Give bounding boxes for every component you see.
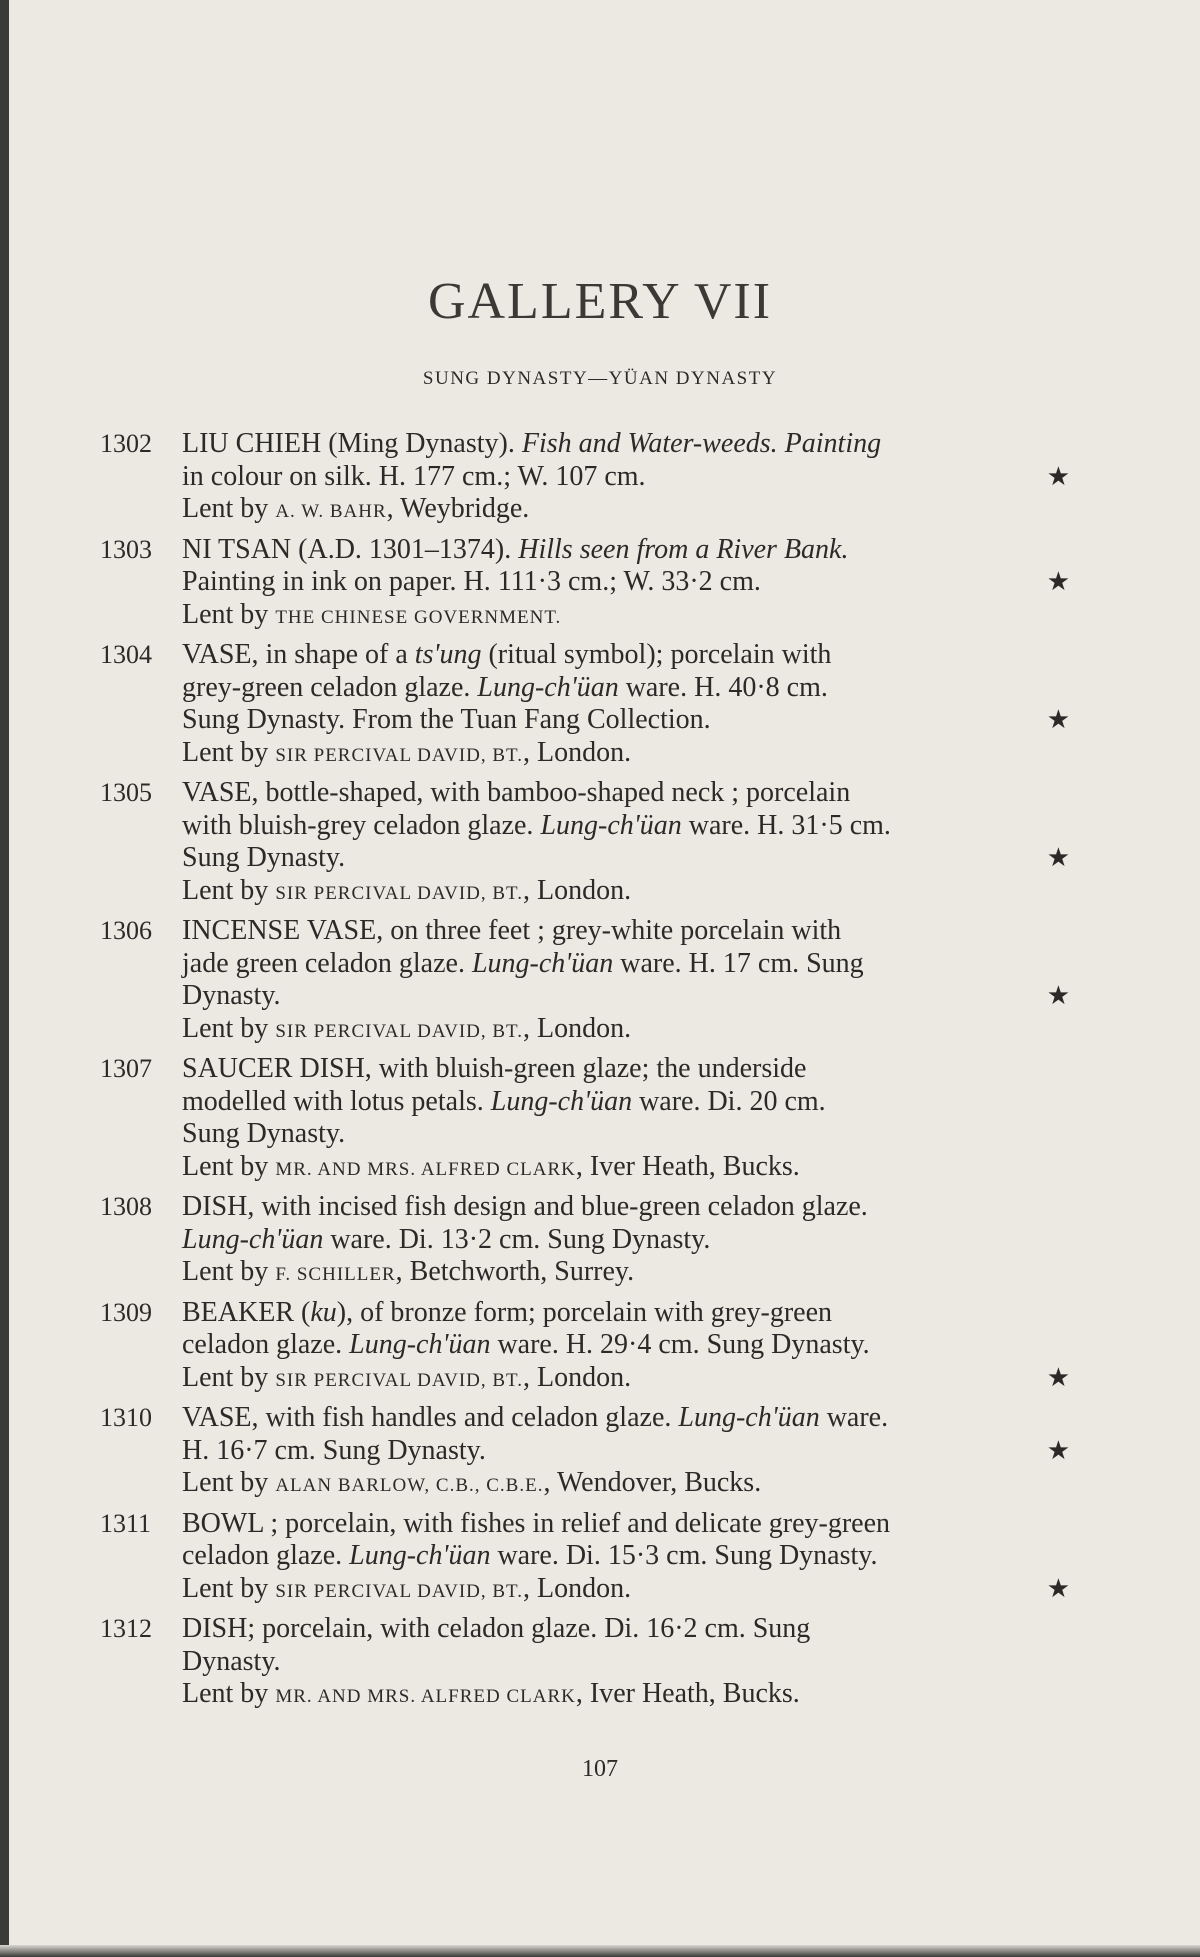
entry-line xyxy=(182,461,1072,494)
entry-line xyxy=(182,1402,1072,1435)
star-icon: ★ xyxy=(1046,705,1070,734)
lent-by-label: Lent by xyxy=(182,1572,269,1604)
entry-text: celadon glaze. xyxy=(182,1329,343,1360)
entry-line xyxy=(182,1540,1072,1573)
lent-by-label: Lent by xyxy=(182,1150,269,1182)
page-subtitle: SUNG DYNASTY—YÜAN DYNASTY xyxy=(422,368,778,389)
lender-location: , London. xyxy=(523,874,632,906)
entry-text: NI TSAN (A.D. 1301–1374). xyxy=(182,533,512,565)
entry-text: ware. xyxy=(826,1402,889,1433)
page-bottom-edge xyxy=(0,1945,1200,1957)
lender-name: F. SCHILLER xyxy=(275,1264,396,1285)
entry-text: Painting in ink on paper. H. 111·3 cm.; W. 33·2 cm. xyxy=(182,566,761,597)
lent-by-label: Lent by xyxy=(182,1467,269,1498)
star-icon: ★ xyxy=(1046,843,1070,872)
entry-line xyxy=(182,1224,1072,1257)
entry-text: Dynasty. xyxy=(182,1645,281,1677)
entry-text: grey-green celadon glaze. xyxy=(182,671,471,703)
lender-location: , Iver Heath, Bucks. xyxy=(575,1678,800,1709)
entry-line xyxy=(182,980,1072,1013)
entry-line xyxy=(182,1329,1072,1362)
entry-body xyxy=(182,428,1072,529)
page-title: GALLERY VII xyxy=(427,273,773,330)
entry-text: INCENSE VASE, on three feet ; grey-white porcelain with xyxy=(182,915,842,946)
catalogue-entry xyxy=(100,1613,1072,1714)
lender-location: , London. xyxy=(523,736,632,768)
entry-line xyxy=(182,842,1072,875)
entry-line xyxy=(182,428,1072,461)
entry-italic-text: Lung-ch'üan xyxy=(182,1223,324,1255)
entry-text: with bluish-grey celadon glaze. xyxy=(182,809,534,841)
entry-text: VASE, with fish handles and celadon glaze. xyxy=(182,1402,672,1433)
entry-number: 1303 xyxy=(100,534,152,564)
entry-lender-line xyxy=(182,1013,1072,1049)
entry-italic-text: Fish and Water-weeds. Painting xyxy=(521,428,882,459)
entry-number: 1304 xyxy=(100,640,152,669)
lender-name: SIR PERCIVAL DAVID, BT. xyxy=(275,1369,524,1391)
entry-body xyxy=(182,1402,1072,1503)
entry-text: ware. H. 31·5 cm. xyxy=(688,809,891,841)
entry-italic-text: Lung-ch'üan xyxy=(349,1540,491,1571)
entry-body xyxy=(182,1508,1072,1609)
entry-line xyxy=(182,948,1072,981)
catalogue-entry xyxy=(100,777,1072,910)
star-icon: ★ xyxy=(1046,1362,1070,1392)
catalogue-entry xyxy=(100,915,1072,1048)
entry-italic-text: Lung-ch'üan xyxy=(540,809,682,841)
entry-italic-text: Hills seen from a River Bank. xyxy=(518,533,849,565)
entry-line xyxy=(182,1646,1072,1679)
entry-text: ware. H. 17 cm. Sung xyxy=(620,947,864,979)
lender-name: SIR PERCIVAL DAVID, BT. xyxy=(275,1020,524,1042)
entry-number: 1312 xyxy=(100,1614,152,1643)
catalogue-entry xyxy=(100,1191,1072,1292)
lent-by-label: Lent by xyxy=(182,1361,269,1393)
catalogue-entry xyxy=(100,1402,1072,1503)
entry-text: jade green celadon glaze. xyxy=(182,947,465,979)
entry-number: 1311 xyxy=(100,1508,152,1538)
entry-body xyxy=(182,639,1072,772)
entry-text: Sung Dynasty. xyxy=(182,842,346,873)
entry-line xyxy=(182,1435,1072,1468)
entry-line xyxy=(182,1191,1072,1224)
entry-line xyxy=(182,1053,1072,1086)
page-number: 107 xyxy=(582,1756,618,1782)
entry-line xyxy=(182,810,1072,843)
entry-number: 1310 xyxy=(100,1403,152,1432)
entry-text: (ritual symbol); porcelain with xyxy=(488,639,832,670)
lender-location: , London. xyxy=(523,1012,632,1044)
lender-name: SIR PERCIVAL DAVID, BT. xyxy=(275,744,524,766)
entry-text: ware. Di. 20 cm. xyxy=(639,1085,826,1117)
star-icon: ★ xyxy=(1046,567,1070,596)
lent-by-label: Lent by xyxy=(182,493,269,524)
entry-italic-text: ts'ung xyxy=(414,639,482,670)
entry-body xyxy=(182,1613,1072,1714)
catalogue-entry xyxy=(100,428,1072,529)
entry-lender-line xyxy=(182,1362,1072,1398)
entry-lender-line xyxy=(182,875,1072,911)
entry-body xyxy=(182,1297,1072,1398)
entry-body xyxy=(182,915,1072,1048)
entry-text: ware. H. 29·4 cm. Sung Dynasty. xyxy=(497,1329,870,1360)
lent-by-label: Lent by xyxy=(182,1678,269,1709)
entry-text: SAUCER DISH, with bluish-green glaze; the underside xyxy=(182,1053,807,1084)
entry-text: H. 16·7 cm. Sung Dynasty. xyxy=(182,1434,486,1466)
entry-text: ware. Di. 15·3 cm. Sung Dynasty. xyxy=(497,1540,878,1571)
catalogue-entry xyxy=(100,1053,1072,1186)
entry-number: 1307 xyxy=(100,1054,152,1083)
entry-line xyxy=(182,777,1072,810)
entry-lender-line xyxy=(182,1151,1072,1187)
entry-body xyxy=(182,1053,1072,1186)
entry-line xyxy=(182,915,1072,948)
lender-name: MR. AND MRS. ALFRED CLARK xyxy=(275,1158,576,1180)
lender-name: THE CHINESE GOVERNMENT. xyxy=(275,606,562,628)
entry-italic-text: Lung-ch'üan xyxy=(477,671,619,703)
star-icon: ★ xyxy=(1046,1435,1070,1465)
entry-italic-text: Lung-ch'üan xyxy=(349,1329,491,1360)
entry-text: BOWL ; porcelain, with fishes in relief and delicate grey-green xyxy=(182,1507,891,1539)
entry-text: VASE, bottle-shaped, with bamboo-shaped neck ; porcelain xyxy=(182,777,851,808)
lent-by-label: Lent by xyxy=(182,1012,269,1044)
entry-text: DISH; porcelain, with celadon glaze. Di. 16·2 cm. Sung xyxy=(182,1613,811,1644)
lender-name: SIR PERCIVAL DAVID, BT. xyxy=(275,1580,524,1602)
entry-text: ), of bronze form; porcelain with grey-green xyxy=(336,1296,833,1328)
lent-by-label: Lent by xyxy=(182,598,269,630)
lent-by-label: Lent by xyxy=(182,1256,269,1287)
entry-line xyxy=(182,1297,1072,1330)
star-icon: ★ xyxy=(1046,981,1070,1010)
entry-text: Dynasty. xyxy=(182,980,281,1011)
star-icon: ★ xyxy=(1046,1573,1070,1603)
entry-text: VASE, in shape of a xyxy=(182,639,408,670)
entry-lender-line xyxy=(182,1256,1072,1292)
entry-italic-text: Lung-ch'üan xyxy=(490,1085,633,1117)
lender-location: , London. xyxy=(523,1361,632,1393)
entry-number: 1309 xyxy=(100,1297,152,1327)
entry-body xyxy=(182,777,1072,910)
lender-location: , Betchworth, Surrey. xyxy=(395,1256,635,1287)
entry-number: 1306 xyxy=(100,916,152,945)
entry-lender-line xyxy=(182,1678,1072,1714)
lender-location: , Iver Heath, Bucks. xyxy=(575,1150,800,1182)
entry-line xyxy=(182,1613,1072,1646)
lender-name: ALAN BARLOW, C.B., C.B.E. xyxy=(275,1475,544,1496)
entry-text: ware. H. 40·8 cm. xyxy=(625,671,828,703)
entry-italic-text: Lung-ch'üan xyxy=(471,947,614,979)
lender-location: , Weybridge. xyxy=(386,493,530,524)
lender-location: , London. xyxy=(523,1572,632,1604)
entry-text: ware. Di. 13·2 cm. Sung Dynasty. xyxy=(330,1223,711,1255)
lender-name: A. W. BAHR xyxy=(275,501,387,522)
entry-line xyxy=(182,704,1072,737)
entry-lender-line xyxy=(182,599,1072,635)
entry-text: LIU CHIEH (Ming Dynasty). xyxy=(182,428,515,459)
entry-line xyxy=(182,534,1072,567)
entry-body xyxy=(182,1191,1072,1292)
catalogue-entry xyxy=(100,534,1072,635)
entry-body xyxy=(182,534,1072,635)
entry-italic-text: Lung-ch'üan xyxy=(678,1402,820,1433)
entry-line xyxy=(182,1508,1072,1541)
entry-text: Sung Dynasty. From the Tuan Fang Collection. xyxy=(182,704,711,735)
entry-italic-text: ku xyxy=(310,1296,337,1328)
entry-line xyxy=(182,639,1072,672)
entry-text: BEAKER ( xyxy=(182,1296,311,1328)
star-icon: ★ xyxy=(1046,461,1070,491)
entry-line xyxy=(182,672,1072,705)
entry-line xyxy=(182,1118,1072,1151)
entry-line xyxy=(182,566,1072,599)
catalogue-entry xyxy=(100,639,1072,772)
lender-location: , Wendover, Bucks. xyxy=(543,1467,762,1498)
entry-text: celadon glaze. xyxy=(182,1540,343,1571)
entry-lender-line xyxy=(182,737,1072,773)
entry-lender-line xyxy=(182,493,1072,529)
entry-line xyxy=(182,1086,1072,1119)
entry-number: 1302 xyxy=(100,429,152,458)
entry-lender-line xyxy=(182,1573,1072,1609)
lender-name: SIR PERCIVAL DAVID, BT. xyxy=(275,882,524,904)
catalogue-entries xyxy=(100,428,1072,1719)
entry-text: DISH, with incised fish design and blue-green celadon glaze. xyxy=(182,1191,868,1222)
entry-lender-line xyxy=(182,1467,1072,1503)
lent-by-label: Lent by xyxy=(182,874,269,906)
entry-number: 1305 xyxy=(100,778,152,807)
lent-by-label: Lent by xyxy=(182,736,269,768)
entry-text: in colour on silk. H. 177 cm.; W. 107 cm. xyxy=(182,460,646,492)
lender-name: MR. AND MRS. ALFRED CLARK xyxy=(275,1686,576,1707)
catalogue-entry xyxy=(100,1508,1072,1609)
catalogue-entry xyxy=(100,1297,1072,1398)
entry-text: modelled with lotus petals. xyxy=(182,1085,484,1117)
entry-text: Sung Dynasty. xyxy=(182,1118,346,1149)
entry-number: 1308 xyxy=(100,1192,152,1221)
